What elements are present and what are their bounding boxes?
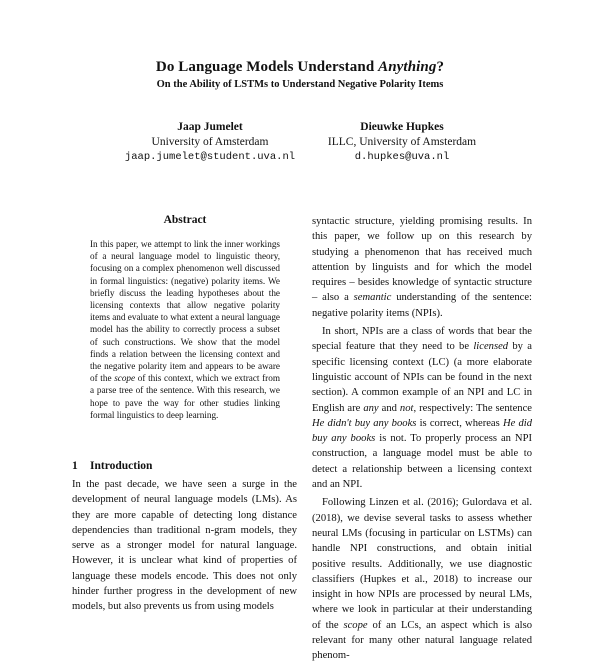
right-paragraph-1: syntactic structure, yielding promising results. In this paper, we follow up on this research by studying a phenomenon that has received much attention by linguists and for which the model requires – besides knowledge of syntactic structure – also a semantic understanding of the sentence: negative polarity items (NPIs). bbox=[312, 216, 533, 319]
author-affiliation: ILLC, University of Amsterdam bbox=[327, 136, 477, 148]
author-block-2 bbox=[282, 120, 522, 165]
author-email: d.hupkes@uva.nl bbox=[354, 151, 450, 163]
author-affiliation: University of Amsterdam bbox=[151, 136, 269, 148]
paper-title-end: ? bbox=[436, 59, 445, 75]
right-column bbox=[312, 214, 532, 664]
paper-subtitle: On the Ability of LSTMs to Understand Negative Polarity Items bbox=[156, 79, 444, 90]
section-heading-introduction bbox=[72, 460, 297, 472]
author-name: Dieuwke Hupkes bbox=[360, 121, 444, 133]
section-title: Introduction bbox=[90, 460, 153, 472]
section-number: 1 bbox=[72, 460, 78, 472]
paper-title-emphasis: Anything bbox=[378, 59, 437, 75]
abstract-text: In this paper, we attempt to link the inner workings of a neural language model to linguistic theory, focusing on a complex phenomenon well discussed in formal linguistics: (negative) polarity items. We briefly discuss the leading hypotheses about the licensing contexts that allow negative polarity items and evaluate to what extent a neural language model has the ability to correctly process a subset of such constructions. We show that the model finds a relation between the licensing context and the negative polarity item and appears to be aware of the scope of this context, which we extract from a parse tree of the sentence. With this research, we hope to pave the way for other studies linking formal linguistics to deep learning. bbox=[90, 239, 280, 420]
paper-title bbox=[0, 59, 600, 76]
right-paragraph-3: Following Linzen et al. (2016); Gulordava et al. (2018), we devise several tasks to assess whether neural LMs (focusing in particular on LSTMs) can handle NPI constructions, and obtain initial positive results. Additionally, we use diagnostic classifiers (Hupkes et al., 2018) to increase our insight in how NPIs are processed by neural LMs, where we look in particular at their understanding of the scope of an LCs, an aspect which is also relevant for many other natural language related phenom- bbox=[312, 497, 532, 662]
introduction-left-paragraph: In the past decade, we have seen a surge in the development of neural language models (LMs). As they are more capable of detecting long distance dependencies than traditional n-gram models, they serve as a stronger model for natural language. However, it is unclear what kind of properties of language these models encode. This does not only hinder further progress in the development of new models, but also prevents us from using models bbox=[72, 479, 297, 613]
paper-title-main: Do Language Models Understand bbox=[155, 59, 379, 75]
right-paragraph-2: In short, NPIs are a class of words that bear the special feature that they need to be licensed by a specific licensing context (LC) (a more elaborate linguistic account of NPIs can be found in the next section). A common example of an NPI and LC in English are any and not, respectively: The sentence He didn't buy any books is correct, whereas He did buy any books is not. To properly process an NPI construction, a language model must be able to detect a relationship between a licensing context and an NPI. bbox=[312, 326, 533, 491]
author-name: Jaap Jumelet bbox=[177, 121, 243, 133]
abstract-heading: Abstract bbox=[163, 214, 207, 226]
author-email: jaap.jumelet@student.uva.nl bbox=[124, 151, 296, 163]
